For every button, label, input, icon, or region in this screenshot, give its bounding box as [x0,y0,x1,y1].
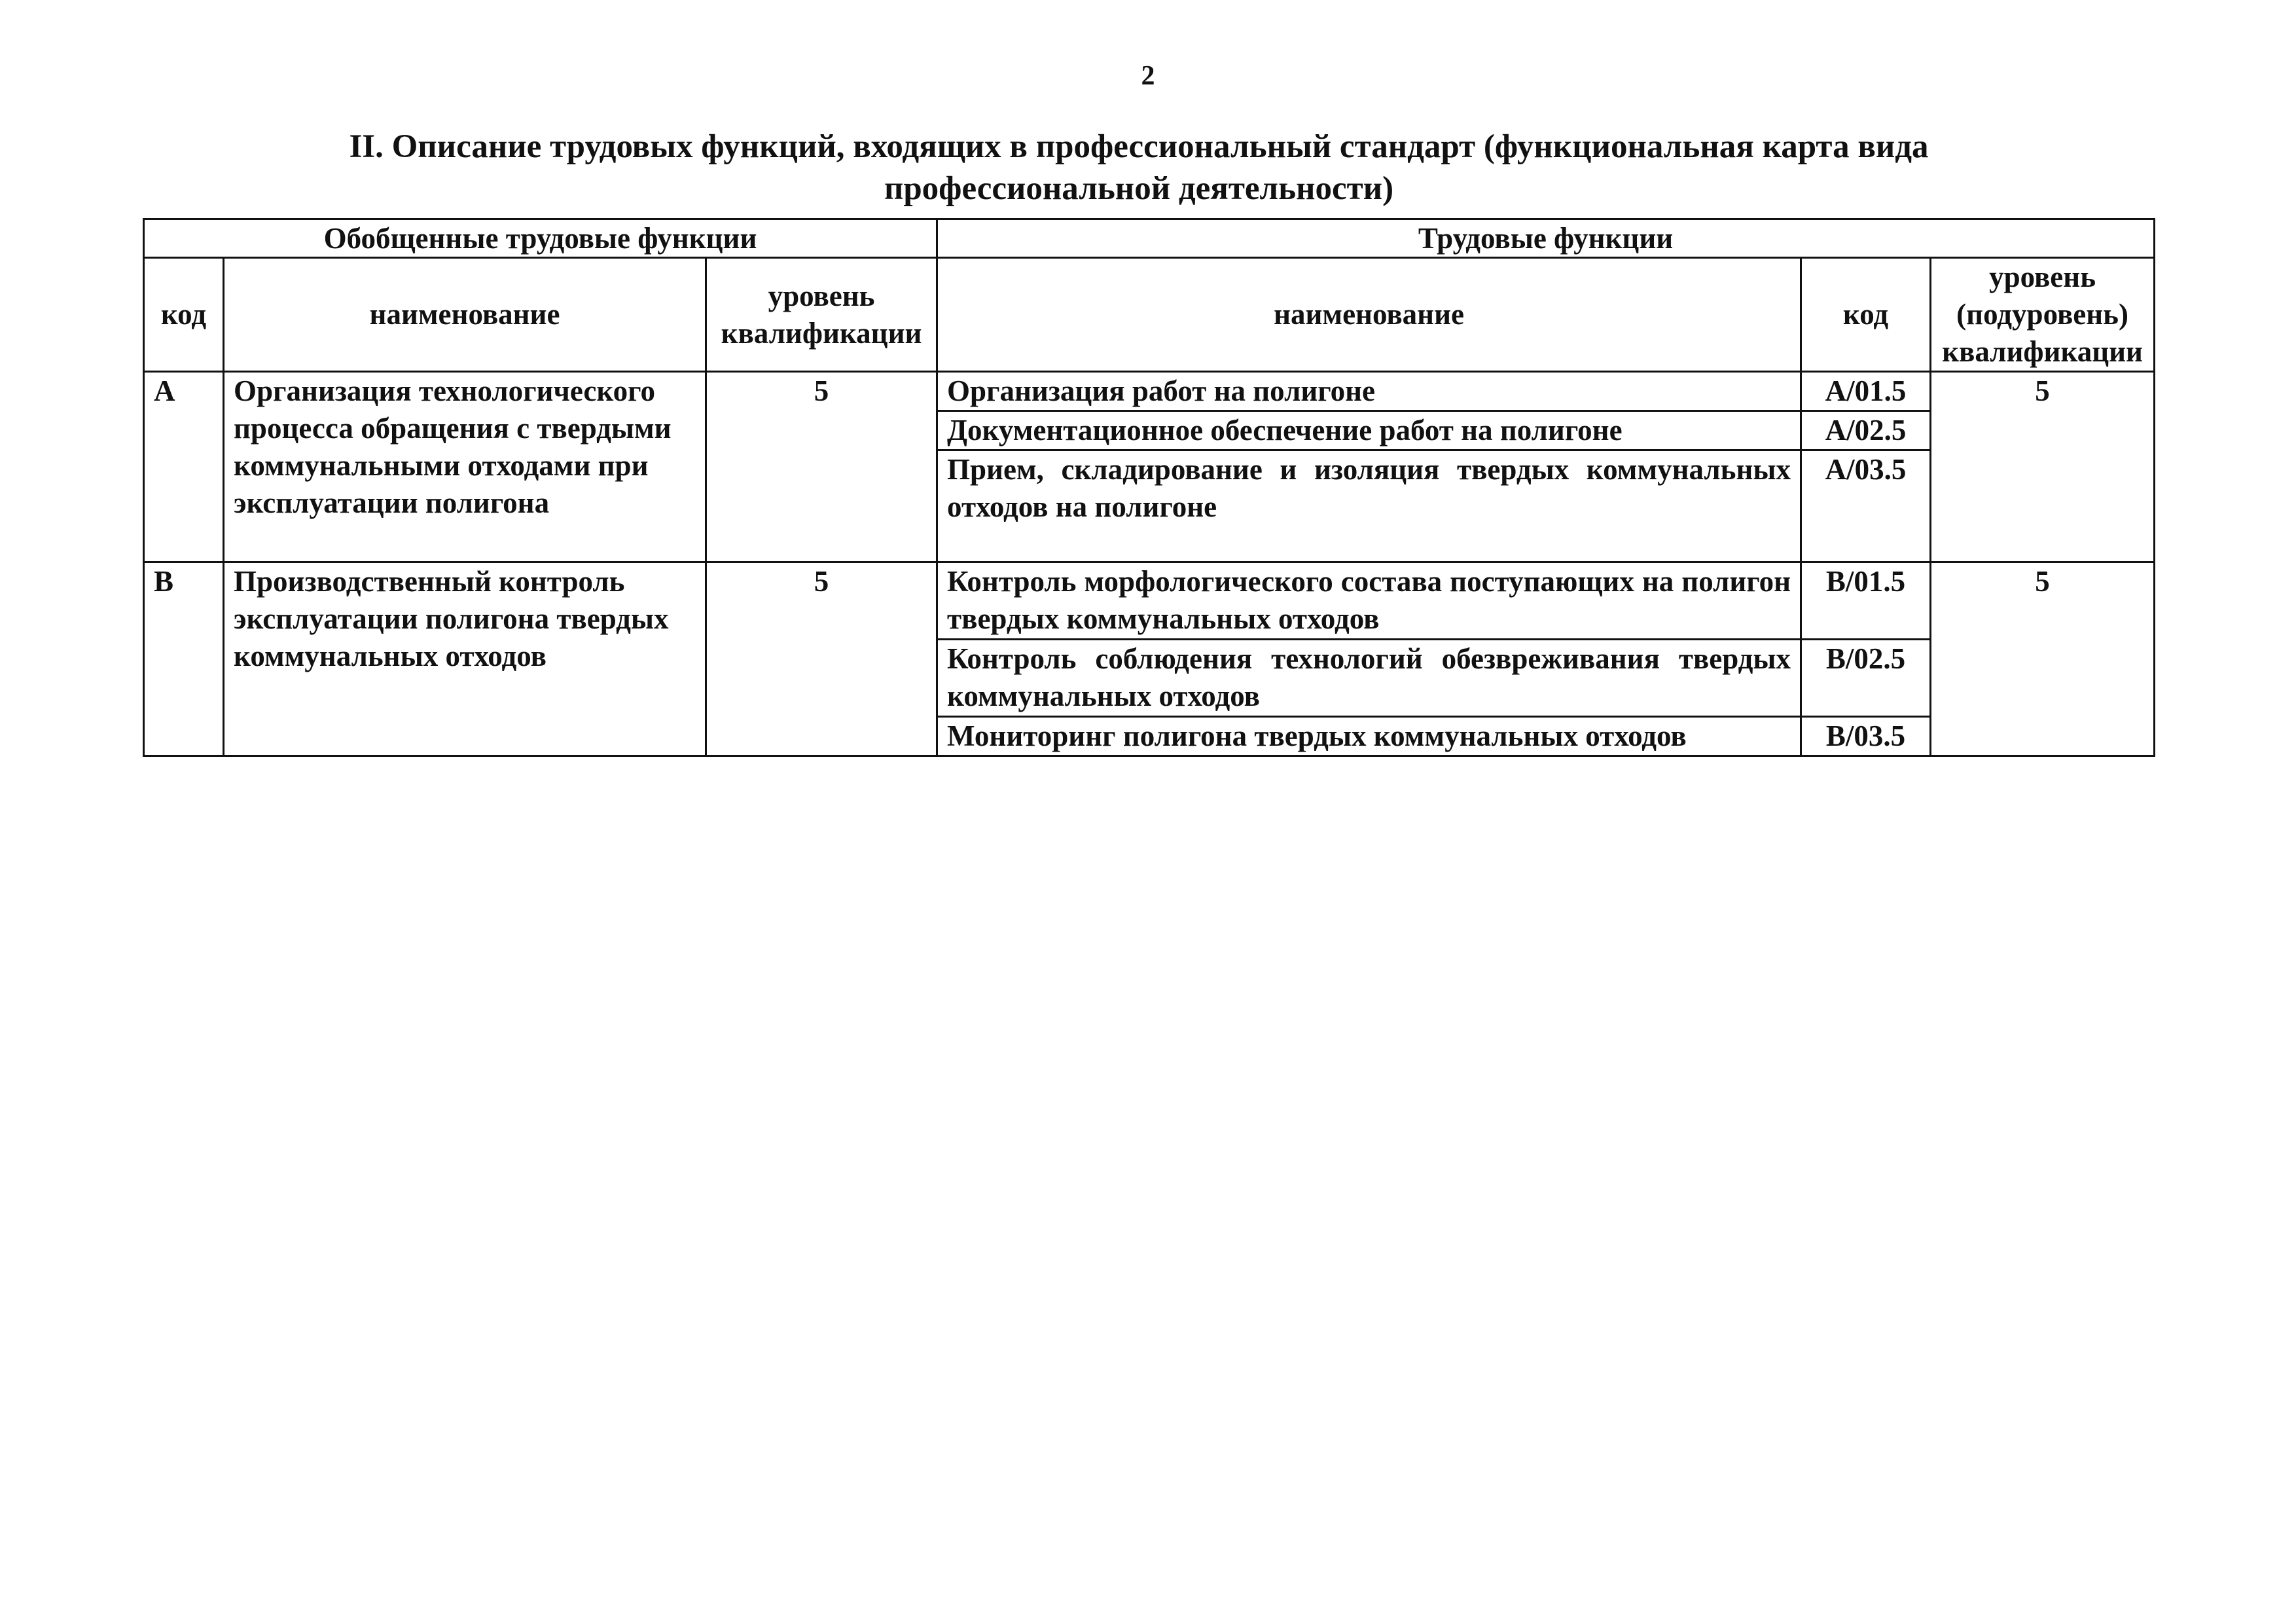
generalized-functions-header: Обобщенные трудовые функции [144,219,937,258]
labor-functions-header: Трудовые функции [937,219,2155,258]
tf-level-header: уровень (подуровень) квалификации [1931,258,2155,372]
tf-name-cell: Контроль соблюдения технологий обезвреживания твердых коммунальных отходов [937,640,1801,717]
column-header-row [144,258,2155,372]
gf-name-cell: Организация технологического процесса обращения с твердыми коммунальными отходами при эксплуатации полигона [224,372,706,562]
tf-code-cell: В/02.5 [1801,640,1931,717]
gf-name-cell: Производственный контроль эксплуатации полигона твердых коммунальных отходов [224,562,706,756]
tf-code-header: код [1801,258,1931,372]
table-row [144,562,2155,640]
tf-name-cell: Документационное обеспечение работ на полигоне [937,411,1801,450]
gf-code-header: код [144,258,224,372]
tf-code-cell: А/02.5 [1801,411,1931,450]
functional-map-table [143,218,2155,757]
section-title-line-2: профессиональной деятельности) [884,170,1394,207]
tf-name-cell: Прием, складирование и изоляция твердых коммунальных отходов на полигоне [937,450,1801,562]
gf-code-cell: А [144,372,224,562]
page-number: 2 [1141,61,1155,91]
gf-code-cell: В [144,562,224,756]
tf-code-cell: В/03.5 [1801,717,1931,756]
tf-name-header: наименование [937,258,1801,372]
gf-level-cell: 5 [706,562,937,756]
group-header-row [144,219,2155,258]
tf-level-cell: 5 [1931,562,2155,756]
gf-name-header: наименование [224,258,706,372]
tf-level-cell: 5 [1931,372,2155,562]
tf-name-cell: Организация работ на полигоне [937,372,1801,411]
table-row [144,372,2155,411]
tf-code-cell: А/01.5 [1801,372,1931,411]
gf-level-header: уровень квалификации [706,258,937,372]
tf-code-cell: А/03.5 [1801,450,1931,562]
section-title [196,126,2081,210]
tf-code-cell: В/01.5 [1801,562,1931,640]
tf-name-cell: Контроль морфологического состава поступающих на полигон твердых коммунальных отходов [937,562,1801,640]
section-title-line-1: II. Описание трудовых функций, входящих в профессиональный стандарт (функциональная карта вида [349,128,1929,165]
gf-level-cell: 5 [706,372,937,562]
tf-name-cell: Мониторинг полигона твердых коммунальных отходов [937,717,1801,756]
